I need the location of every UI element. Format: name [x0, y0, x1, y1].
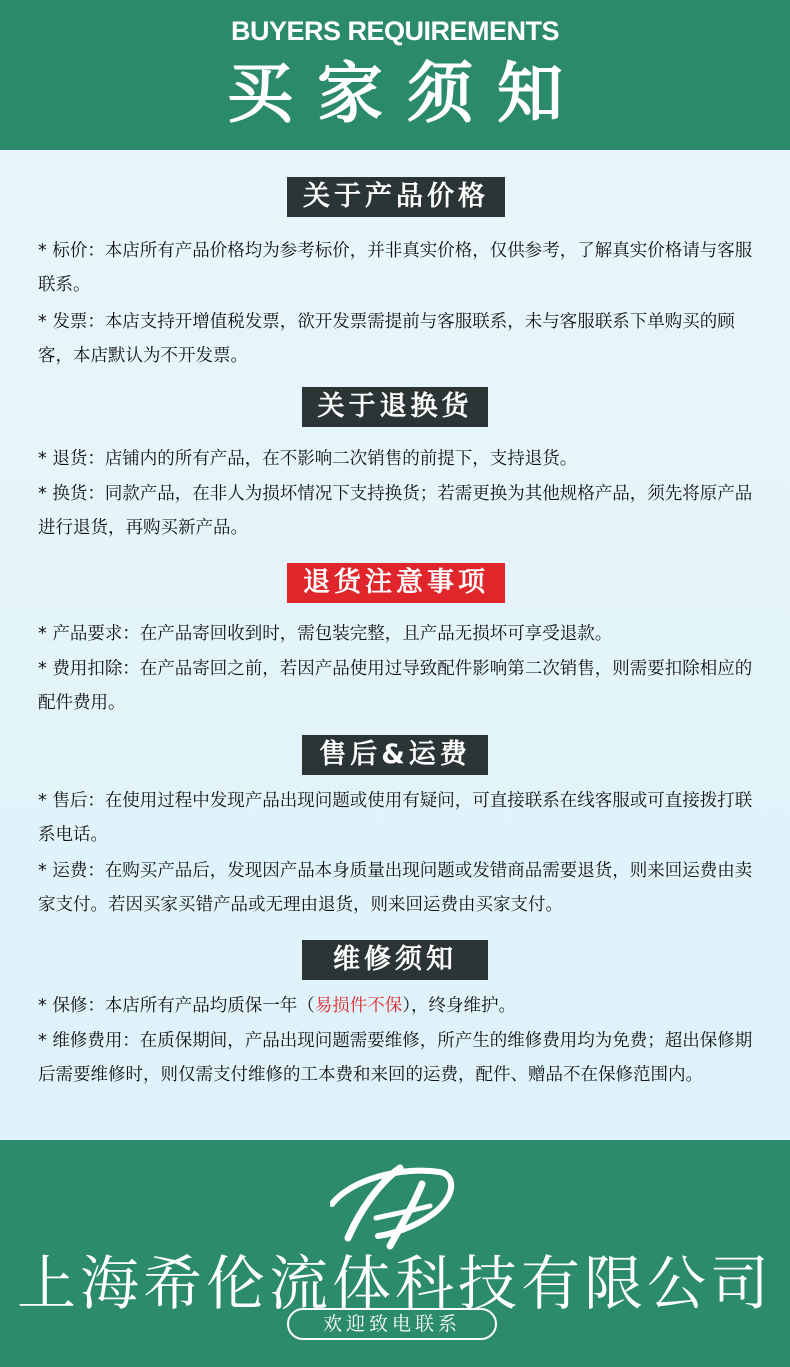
footer-banner — [0, 1140, 790, 1367]
repair-item-fee: * 维修费用：在质保期间，产品出现问题需要维修，所产生的维修费用均为免费；超出保修期后需要维修时，则仅需支付维修的工本费和来回的运费，配件、赠品不在保修范围内。 — [38, 1031, 753, 1085]
section-title-price: 关于产品价格 — [287, 177, 505, 217]
contact-button[interactable]: 欢迎致电联系 — [287, 1308, 497, 1340]
aftersale-item-service: * 售后：在使用过程中发现产品出现问题或使用有疑问，可直接联系在线客服或可直接拨打联系电话。 — [38, 791, 753, 845]
aftersale-item-shipping: * 运费：在购买产品后，发现因产品本身质量出现问题或发错商品需要退货，则来回运费由卖家支付。若因买家买错产品或无理由退货，则来回运费由买家支付。 — [38, 861, 753, 915]
repair-warranty-text-end: ），终身维护。 — [402, 996, 517, 1016]
price-item-list-price: * 标价：本店所有产品价格均为参考标价，并非真实价格，仅供参考，了解真实价格请与客服联系。 — [38, 241, 753, 295]
return-notes-item-deduction: * 费用扣除：在产品寄回之前，若因产品使用过导致配件影响第二次销售，则需要扣除相应的配件费用。 — [38, 659, 753, 713]
repair-warranty-highlight: 易损件不保 — [314, 996, 403, 1016]
section-title-aftersale-shipping: 售后&运费 — [302, 735, 488, 775]
section-title-returns: 关于退换货 — [302, 387, 488, 427]
repair-item-warranty — [38, 989, 758, 1023]
header-chinese-title: 买家须知 — [227, 55, 587, 132]
section-title-repair: 维修须知 — [302, 940, 488, 980]
repair-warranty-text: * 保修：本店所有产品均质保一年（ — [38, 996, 315, 1016]
returns-item-return: * 退货：店铺内的所有产品，在不影响二次销售的前提下，支持退货。 — [38, 449, 578, 469]
return-notes-item-requirement: * 产品要求：在产品寄回收到时，需包装完整，且产品无损坏可享受退款。 — [38, 624, 613, 644]
returns-item-exchange: * 换货：同款产品，在非人为损坏情况下支持换货；若需更换为其他规格产品，须先将原产品进行退货，再购买新产品。 — [38, 484, 753, 538]
company-name: 上海希伦流体科技有限公司 — [16, 1249, 773, 1318]
header-banner — [0, 0, 790, 150]
section-title-return-notes: 退货注意事项 — [287, 563, 505, 603]
price-item-invoice: * 发票：本店支持开增值税发票，欲开发票需提前与客服联系，未与客服联系下单购买的顾客，本店默认为不开发票。 — [38, 312, 735, 366]
header-english-title: BUYERS REQUIREMENTS — [230, 16, 560, 46]
company-logo-icon — [330, 1160, 460, 1252]
